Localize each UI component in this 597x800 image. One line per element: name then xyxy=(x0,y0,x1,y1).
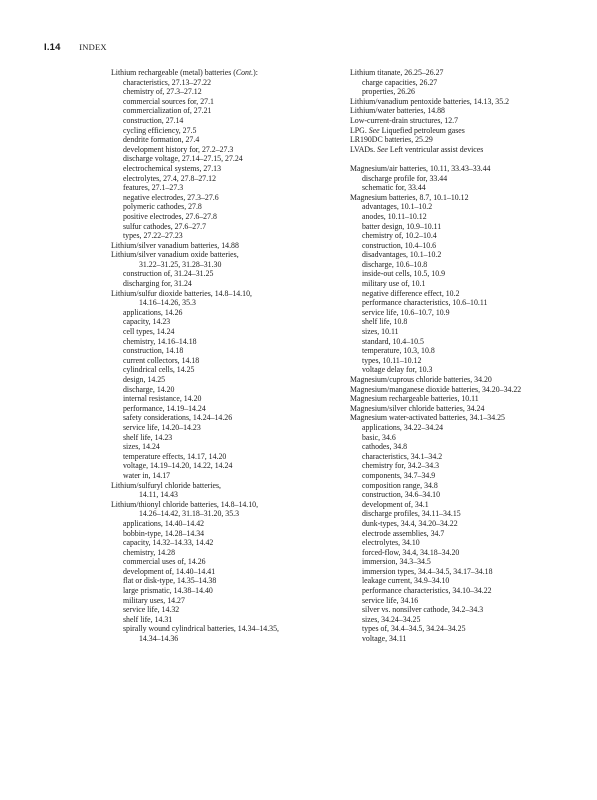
entry-text: discharge voltage, 27.14–27.15, 27.24 xyxy=(123,154,243,164)
index-subentry xyxy=(111,615,343,625)
entry-text: commercial sources for, 27.1 xyxy=(123,96,214,106)
index-subentry xyxy=(111,624,343,634)
index-subentry xyxy=(350,212,586,222)
entry-text: basic, 34.6 xyxy=(362,432,396,442)
entry-text: properties, 26.26 xyxy=(362,87,415,97)
entry-text-after: Left ventricular assist devices xyxy=(387,144,484,154)
entry-text: batter design, 10.9–10.11 xyxy=(362,221,442,231)
entry-text: chemistry of, 27.3–27.12 xyxy=(123,87,202,97)
entry-text: temperature effects, 14.17, 14.20 xyxy=(123,451,227,461)
entry-text: disadvantages, 10.1–10.2 xyxy=(362,250,442,260)
page-title: INDEX xyxy=(79,42,107,52)
entry-text: anodes, 10.11–10.12 xyxy=(362,211,427,221)
entry-text: service life, 14.32 xyxy=(123,605,180,615)
index-subentry xyxy=(111,529,343,539)
entry-text: electrochemical systems, 27.13 xyxy=(123,163,222,173)
entry-text: temperature, 10.3, 10.8 xyxy=(362,346,435,356)
entry-text: types of, 34.4–34.5, 34.24–34.25 xyxy=(362,624,466,634)
index-subentry xyxy=(111,490,343,500)
entry-text: Lithium/water batteries, 14.88 xyxy=(350,106,445,116)
entry-text: electrolytes, 27.4, 27.8–27.12 xyxy=(123,173,217,183)
entry-text: types, 27.22–27.23 xyxy=(123,231,183,241)
entry-text: Magnesium/cuprous chloride batteries, 34.20 xyxy=(350,375,492,384)
entry-text: LVADs. xyxy=(350,144,378,154)
index-subentry xyxy=(350,365,586,375)
entry-text: shelf life, 10.8 xyxy=(362,317,408,327)
index-subentry xyxy=(111,202,343,212)
entry-text: Magnesium water-activated batteries, 34.1–34.25 xyxy=(350,413,505,423)
entry-text: Lithium/silver vanadium oxide batteries, xyxy=(111,250,239,260)
index-entry xyxy=(111,500,343,510)
index-subentry xyxy=(350,202,586,212)
index-subentry xyxy=(350,442,586,452)
index-subentry xyxy=(350,519,586,529)
entry-text: Lithium rechargeable (metal) batteries ( xyxy=(111,68,236,77)
index-subentry xyxy=(350,605,586,615)
index-subentry xyxy=(350,308,586,318)
entry-text: service life, 10.6–10.7, 10.9 xyxy=(362,307,450,317)
index-subentry xyxy=(350,289,586,299)
entry-text: composition range, 34.8 xyxy=(362,480,438,490)
entry-text: forced-flow, 34.4, 34.18–34.20 xyxy=(362,547,460,557)
entry-text: Magnesium/silver chloride batteries, 34.24 xyxy=(350,403,485,413)
index-subentry xyxy=(350,557,586,567)
index-subentry xyxy=(350,356,586,366)
entry-text: development of, 14.40–14.41 xyxy=(123,566,216,576)
entry-text: sizes, 10.11 xyxy=(362,327,399,337)
entry-text: large prismatic, 14.38–14.40 xyxy=(123,586,213,596)
index-subentry xyxy=(350,183,586,193)
entry-text: construction, 34.6–34.10 xyxy=(362,490,440,500)
index-subentry xyxy=(350,461,586,471)
index-subentry xyxy=(111,87,343,97)
index-subentry xyxy=(350,260,586,270)
entry-text: Lithium/sulfuryl chloride batteries, xyxy=(111,480,222,490)
index-subentry xyxy=(111,423,343,433)
index-subentry xyxy=(111,308,343,318)
index-subentry xyxy=(350,490,586,500)
entry-text: chemistry for, 34.2–34.3 xyxy=(362,461,440,471)
index-subentry xyxy=(111,586,343,596)
entry-text: service life, 14.20–14.23 xyxy=(123,422,201,432)
index-entry xyxy=(350,106,586,116)
entry-text: dunk-types, 34.4, 34.20–34.22 xyxy=(362,518,458,528)
index-entry xyxy=(111,250,343,260)
entry-text: sizes, 34.24–34.25 xyxy=(362,614,421,624)
index-subentry xyxy=(111,222,343,232)
index-entry xyxy=(350,97,586,107)
index-subentry xyxy=(350,337,586,347)
index-entry xyxy=(350,413,586,423)
entry-text: construction, 27.14 xyxy=(123,115,184,125)
index-subentry xyxy=(111,375,343,385)
index-subentry xyxy=(111,567,343,577)
entry-text: discharge, 14.20 xyxy=(123,384,175,394)
index-subentry xyxy=(350,471,586,481)
entry-text: immersion types, 34.4–34.5, 34.17–34.18 xyxy=(362,566,493,576)
entry-text: development of, 34.1 xyxy=(362,499,429,509)
entry-text-after: Liquefied petroleum gases xyxy=(379,125,465,135)
index-subentry xyxy=(111,634,343,644)
entry-text: applications, 14.40–14.42 xyxy=(123,518,205,528)
index-subentry xyxy=(111,260,343,270)
entry-text: schematic for, 33.44 xyxy=(362,183,426,193)
entry-text: 14.11, 14.43 xyxy=(139,490,178,500)
entry-text: current collectors, 14.18 xyxy=(123,355,200,365)
entry-text: military uses, 14.27 xyxy=(123,595,185,605)
index-subentry xyxy=(111,337,343,347)
index-entry xyxy=(350,404,586,414)
entry-text: 14.16–14.26, 35.3 xyxy=(139,298,196,308)
index-subentry xyxy=(111,327,343,337)
entry-text: commercialization of, 27.21 xyxy=(123,106,212,116)
index-column-left xyxy=(111,68,343,644)
entry-text: negative difference effect, 10.2 xyxy=(362,288,460,298)
index-subentry xyxy=(111,298,343,308)
entry-text: negative electrodes, 27.3–27.6 xyxy=(123,192,219,202)
index-subentry xyxy=(350,596,586,606)
index-subentry xyxy=(111,154,343,164)
entry-text: positive electrodes, 27.6–27.8 xyxy=(123,211,217,221)
index-entry xyxy=(111,289,343,299)
entry-text: safety considerations, 14.24–14.26 xyxy=(123,413,233,423)
entry-text: Lithium/thionyl chloride batteries, 14.8–14.10, xyxy=(111,499,259,509)
entry-italic: See xyxy=(368,125,380,135)
entry-text: performance, 14.19–14.24 xyxy=(123,403,206,413)
index-entry xyxy=(111,68,343,78)
entry-text: cell types, 14.24 xyxy=(123,327,175,337)
index-subentry xyxy=(350,548,586,558)
entry-text: spirally wound cylindrical batteries, 14.34–14.35, xyxy=(123,624,279,634)
entry-text: discharge, 10.6–10.8 xyxy=(362,259,428,269)
entry-text: dendrite formation, 27.4 xyxy=(123,135,200,145)
index-subentry xyxy=(350,250,586,260)
index-subentry xyxy=(111,548,343,558)
index-entry xyxy=(350,126,586,136)
index-subentry xyxy=(111,394,343,404)
index-subentry xyxy=(111,404,343,414)
entry-text: construction of, 31.24–31.25 xyxy=(123,269,214,279)
entry-text: silver vs. nonsilver cathode, 34.2–34.3 xyxy=(362,605,484,615)
index-subentry xyxy=(350,231,586,241)
index-entry xyxy=(350,145,586,155)
entry-text: charge capacities, 26.27 xyxy=(362,77,438,87)
index-entry xyxy=(350,385,586,395)
entry-text: Lithium titanate, 26.25–26.27 xyxy=(350,68,444,77)
index-subentry xyxy=(350,500,586,510)
index-subentry xyxy=(350,576,586,586)
index-subentry xyxy=(111,557,343,567)
entry-text: Lithium/silver vanadium batteries, 14.88 xyxy=(111,240,239,250)
index-subentry xyxy=(111,135,343,145)
index-subentry xyxy=(111,183,343,193)
index-subentry xyxy=(350,327,586,337)
index-subentry xyxy=(350,87,586,97)
index-subentry xyxy=(111,97,343,107)
entry-text: cylindrical cells, 14.25 xyxy=(123,365,195,375)
index-subentry xyxy=(350,529,586,539)
entry-text: bobbin-type, 14.28–14.34 xyxy=(123,528,205,538)
index-subentry xyxy=(350,279,586,289)
index-subentry xyxy=(350,298,586,308)
index-entry xyxy=(350,116,586,126)
index-subentry xyxy=(111,116,343,126)
index-subentry xyxy=(111,471,343,481)
index-subentry xyxy=(111,576,343,586)
index-subentry xyxy=(111,164,343,174)
entry-italic: See xyxy=(377,144,388,154)
entry-text: shelf life, 14.23 xyxy=(123,432,173,442)
entry-text: service life, 34.16 xyxy=(362,595,419,605)
index-entry xyxy=(350,68,586,78)
entry-text: cathodes, 34.8 xyxy=(362,442,408,452)
index-subentry xyxy=(111,212,343,222)
page-number: I.14 xyxy=(44,42,61,53)
index-subentry xyxy=(111,231,343,241)
entry-text: construction, 10.4–10.6 xyxy=(362,240,437,250)
entry-text: inside-out cells, 10.5, 10.9 xyxy=(362,269,446,279)
entry-text: leakage current, 34.9–34.10 xyxy=(362,576,450,586)
entry-text: features, 27.1–27.3 xyxy=(123,183,184,193)
index-subentry xyxy=(111,509,343,519)
entry-text: polymeric cathodes, 27.8 xyxy=(123,202,202,212)
entry-text: LR190DC batteries, 25.29 xyxy=(350,135,433,145)
entry-text: construction, 14.18 xyxy=(123,346,184,356)
entry-text: Magnesium/air batteries, 10.11, 33.43–33.44 xyxy=(350,163,491,173)
entry-text: military use of, 10.1 xyxy=(362,279,426,289)
entry-italic: Cont. xyxy=(235,68,254,77)
entry-text: Lithium/sulfur dioxide batteries, 14.8–14.10, xyxy=(111,288,252,298)
index-entry xyxy=(350,193,586,203)
entry-text: immersion, 34.3–34.5 xyxy=(362,557,431,567)
index-subentry xyxy=(111,538,343,548)
entry-text: shelf life, 14.31 xyxy=(123,614,173,624)
index-subentry xyxy=(350,538,586,548)
index-subentry xyxy=(111,106,343,116)
entry-text: 14.26–14.42, 31.18–31.20, 35.3 xyxy=(139,509,240,519)
index-entry xyxy=(111,481,343,491)
entry-text: performance characteristics, 34.10–34.22 xyxy=(362,586,492,596)
index-subentry xyxy=(350,78,586,88)
index-entry xyxy=(350,164,586,174)
index-subentry xyxy=(350,481,586,491)
entry-text: voltage delay for, 10.3 xyxy=(362,365,433,375)
index-subentry xyxy=(350,634,586,644)
index-subentry xyxy=(111,461,343,471)
index-subentry xyxy=(111,279,343,289)
index-subentry xyxy=(111,356,343,366)
index-entry xyxy=(350,135,586,145)
index-subentry xyxy=(350,423,586,433)
index-subentry xyxy=(111,346,343,356)
index-subentry xyxy=(350,269,586,279)
entry-text: LPG. xyxy=(350,125,369,135)
index-subentry xyxy=(111,145,343,155)
entry-text: sulfur cathodes, 27.6–27.7 xyxy=(123,221,206,231)
index-subentry xyxy=(111,365,343,375)
entry-text: capacity, 14.23 xyxy=(123,317,171,327)
index-entry xyxy=(111,241,343,251)
index-subentry xyxy=(111,269,343,279)
entry-text: performance characteristics, 10.6–10.11 xyxy=(362,298,488,308)
index-subentry xyxy=(350,222,586,232)
entry-text: cycling efficiency, 27.5 xyxy=(123,125,197,135)
index-subentry xyxy=(350,346,586,356)
entry-text: discharge profile for, 33.44 xyxy=(362,173,448,183)
entry-text: capacity, 14.32–14.33, 14.42 xyxy=(123,538,214,548)
entry-text: applications, 34.22–34.24 xyxy=(362,422,444,432)
index-subentry xyxy=(350,509,586,519)
index-spacer xyxy=(350,154,586,164)
entry-text: characteristics, 27.13–27.22 xyxy=(123,77,211,87)
index-subentry xyxy=(111,174,343,184)
entry-text: 31.22–31.25, 31.28–31.30 xyxy=(139,259,222,269)
index-entry xyxy=(350,394,586,404)
index-subentry xyxy=(350,241,586,251)
entry-text: chemistry, 14.16–14.18 xyxy=(123,336,197,346)
index-subentry xyxy=(350,615,586,625)
entry-text: Magnesium/manganese dioxide batteries, 34.20–34.22 xyxy=(350,384,522,394)
index-column-right xyxy=(350,68,586,644)
index-subentry xyxy=(350,317,586,327)
entry-text: discharging for, 31.24 xyxy=(123,279,192,289)
index-subentry xyxy=(111,442,343,452)
index-subentry xyxy=(350,452,586,462)
entry-text: electrolytes, 34.10 xyxy=(362,538,420,548)
index-subentry xyxy=(111,317,343,327)
index-subentry xyxy=(350,586,586,596)
entry-text: development history for, 27.2–27.3 xyxy=(123,144,234,154)
index-subentry xyxy=(111,193,343,203)
entry-text: sizes, 14.24 xyxy=(123,442,160,452)
index-subentry xyxy=(111,433,343,443)
index-entry xyxy=(350,375,586,385)
index-subentry xyxy=(111,596,343,606)
index-subentry xyxy=(350,624,586,634)
entry-text: characteristics, 34.1–34.2 xyxy=(362,451,443,461)
index-subentry xyxy=(350,567,586,577)
index-subentry xyxy=(111,385,343,395)
page-header xyxy=(44,42,107,53)
entry-text: Magnesium rechargeable batteries, 10.11 xyxy=(350,394,479,404)
entry-text: Low-current-drain structures, 12.7 xyxy=(350,115,459,125)
entry-text: internal resistance, 14.20 xyxy=(123,394,202,404)
index-subentry xyxy=(350,174,586,184)
entry-text: chemistry of, 10.2–10.4 xyxy=(362,231,437,241)
entry-text: Magnesium batteries, 8.7, 10.1–10.12 xyxy=(350,192,469,202)
index-subentry xyxy=(350,433,586,443)
entry-text: standard, 10.4–10.5 xyxy=(362,336,424,346)
index-subentry xyxy=(111,126,343,136)
index-subentry xyxy=(111,519,343,529)
entry-text: discharge profiles, 34.11–34.15 xyxy=(362,509,461,519)
entry-text: design, 14.25 xyxy=(123,375,166,384)
index-subentry xyxy=(111,78,343,88)
entry-text: voltage, 34.11 xyxy=(362,634,407,644)
index-subentry xyxy=(111,605,343,615)
entry-text: 14.34–14.36 xyxy=(139,634,179,644)
entry-text-after: ): xyxy=(253,68,258,77)
index-subentry xyxy=(111,413,343,423)
entry-text: commercial uses of, 14.26 xyxy=(123,557,206,567)
entry-text: applications, 14.26 xyxy=(123,307,183,317)
entry-text: voltage, 14.19–14.20, 14.22, 14.24 xyxy=(123,461,233,471)
index-subentry xyxy=(111,452,343,462)
entry-text: Lithium/vanadium pentoxide batteries, 14.13, 35.2 xyxy=(350,96,510,106)
entry-text: chemistry, 14.28 xyxy=(123,547,175,557)
entry-text: electrode assemblies, 34.7 xyxy=(362,528,445,538)
entry-text: advantages, 10.1–10.2 xyxy=(362,202,433,212)
entry-text: water in, 14.17 xyxy=(123,470,171,480)
entry-text: flat or disk-type, 14.35–14.38 xyxy=(123,576,217,586)
entry-text: types, 10.11–10.12 xyxy=(362,355,422,365)
entry-text: components, 34.7–34.9 xyxy=(362,470,436,480)
